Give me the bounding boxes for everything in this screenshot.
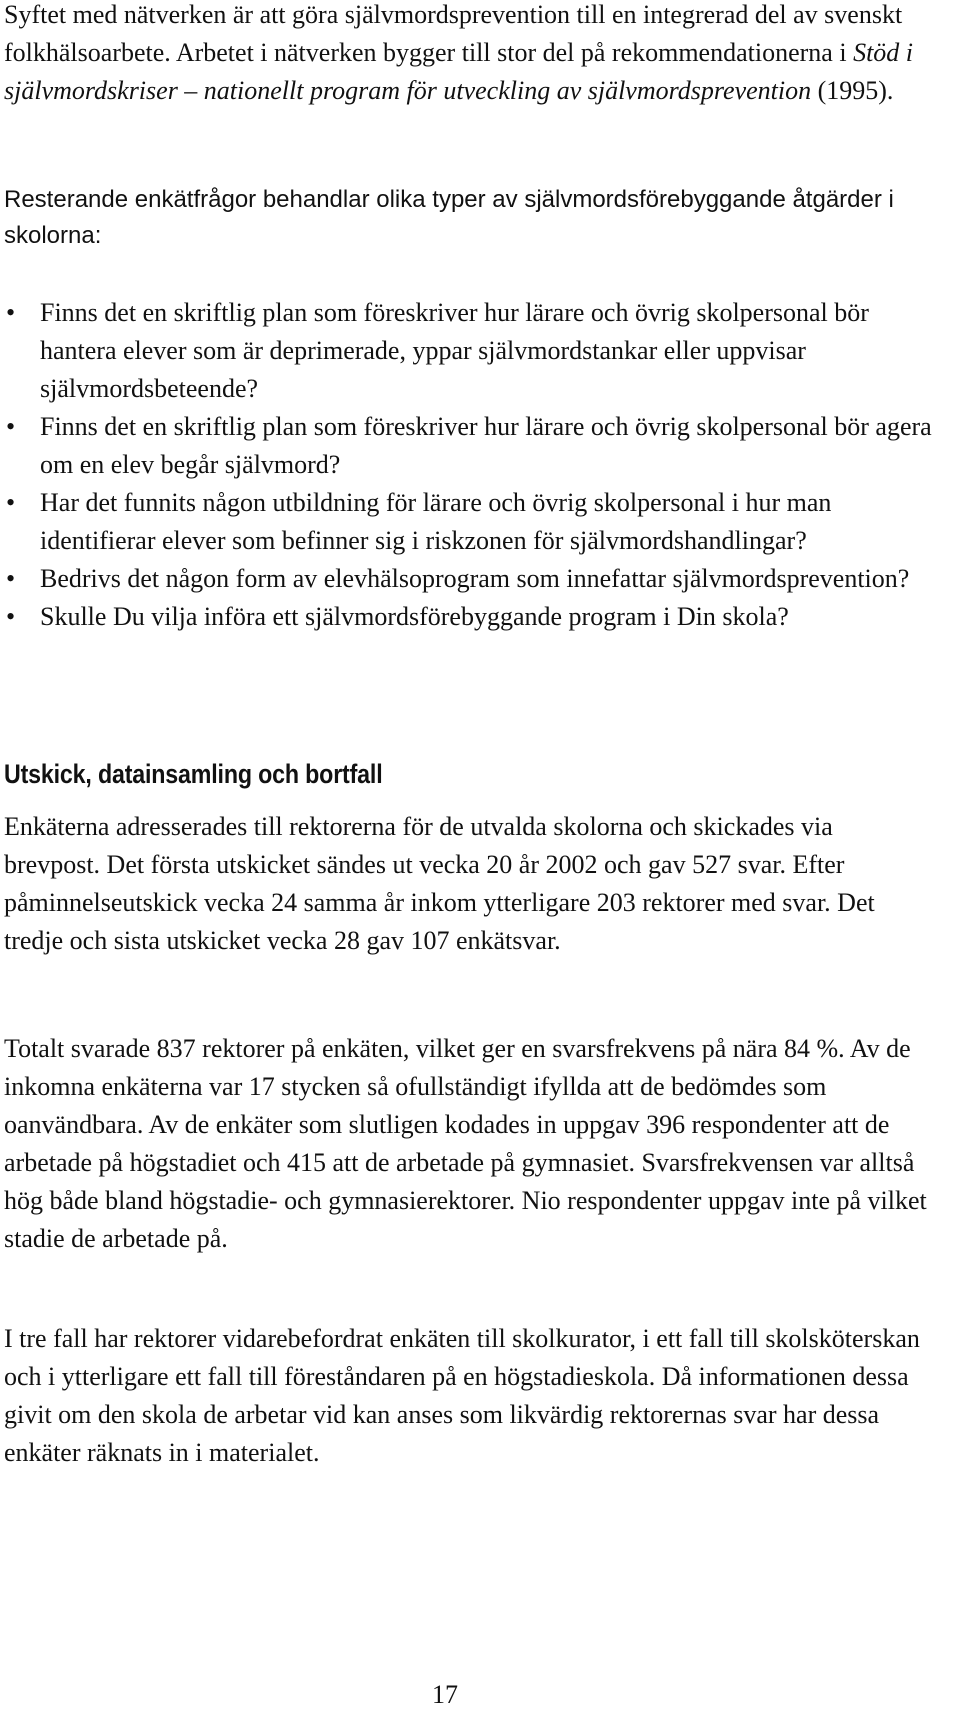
survey-question: Finns det en skriftlig plan som föreskriver hur lärare och övrig skolpersonal bör hantera elever som är deprimerade, yppar självmordstankar eller uppvisar självmordsbeteende? <box>40 298 869 403</box>
list-item <box>4 484 934 560</box>
survey-question: Bedrivs det någon form av elevhälsoprogram som innefattar självmordsprevention? <box>40 564 910 593</box>
page-number: 17 <box>432 1680 458 1709</box>
survey-question-list <box>4 294 934 636</box>
list-item <box>4 294 934 408</box>
intro-paragraph <box>4 0 924 110</box>
survey-question: Finns det en skriftlig plan som föreskriver hur lärare och övrig skolpersonal bör agera om en elev begår självmord? <box>40 412 932 479</box>
response-rate-paragraph: Totalt svarade 837 rektorer på enkäten, vilket ger en svarsfrekvens på nära 84 %. Av de inkomna enkäterna var 17 stycken så ofullständigt ifyllda att de bedömdes som oanvändbara. Av de enkäter som slutligen kodades in uppgav 396 respondenter att de arbetade på högstadiet och 415 att de arbetade på gymnasiet. Svarsfrekvensen var alltså hög både bland högstadie- och gymnasierektorer. Nio respondenter uppgav inte på vilket stadie de arbetade på. <box>4 1034 927 1253</box>
survey-question: Skulle Du vilja införa ett självmordsförebyggande program i Din skola? <box>40 602 789 631</box>
forwarded-surveys-paragraph: I tre fall har rektorer vidarebefordrat enkäten till skolkurator, i ett fall till skolsköterskan och i ytterligare ett fall till föreståndaren på en högstadieskola. Då informationen dessa givit om den skola de arbetar vid kan anses som likvärdig rektorernas svar har dessa enkäter räknats in i materialet. <box>4 1324 920 1467</box>
section-heading: Utskick, datainsamling och bortfall <box>4 759 383 789</box>
bullet-icon: • <box>6 488 16 517</box>
bullet-icon: • <box>6 564 16 593</box>
list-item <box>4 408 934 484</box>
bullet-icon: • <box>6 412 16 441</box>
intro-text-end: (1995). <box>811 76 894 105</box>
survey-question: Har det funnits någon utbildning för lärare och övrig skolpersonal i hur man identifierar elever som befinner sig i riskzonen för självmordshandlingar? <box>40 488 832 555</box>
intro-text-start: Syftet med nätverken är att göra självmordsprevention till en integrerad del av svenskt folkhälsoarbete. Arbetet i nätverken bygger till stor del på rekommendationerna i <box>4 0 903 67</box>
bullet-icon: • <box>6 602 16 631</box>
program-title: Stöd i självmordskriser – nationellt program för utveckling av självmordsprevention <box>4 38 914 105</box>
list-item <box>4 560 934 598</box>
list-item <box>4 598 934 636</box>
mailing-paragraph: Enkäterna adresserades till rektorerna för de utvalda skolorna och skickades via brevpost. Det första utskicket sändes ut vecka 20 år 2002 och gav 527 svar. Efter påminnelseutskick vecka 24 samma år inkom ytterligare 203 rektorer med svar. Det tredje och sista utskicket vecka 28 gav 107 enkätsvar. <box>4 812 875 955</box>
survey-lead-paragraph: Resterande enkätfrågor behandlar olika typer av självmordsförebyggande åtgärder i skolorna: <box>4 186 894 249</box>
bullet-icon: • <box>6 298 16 327</box>
